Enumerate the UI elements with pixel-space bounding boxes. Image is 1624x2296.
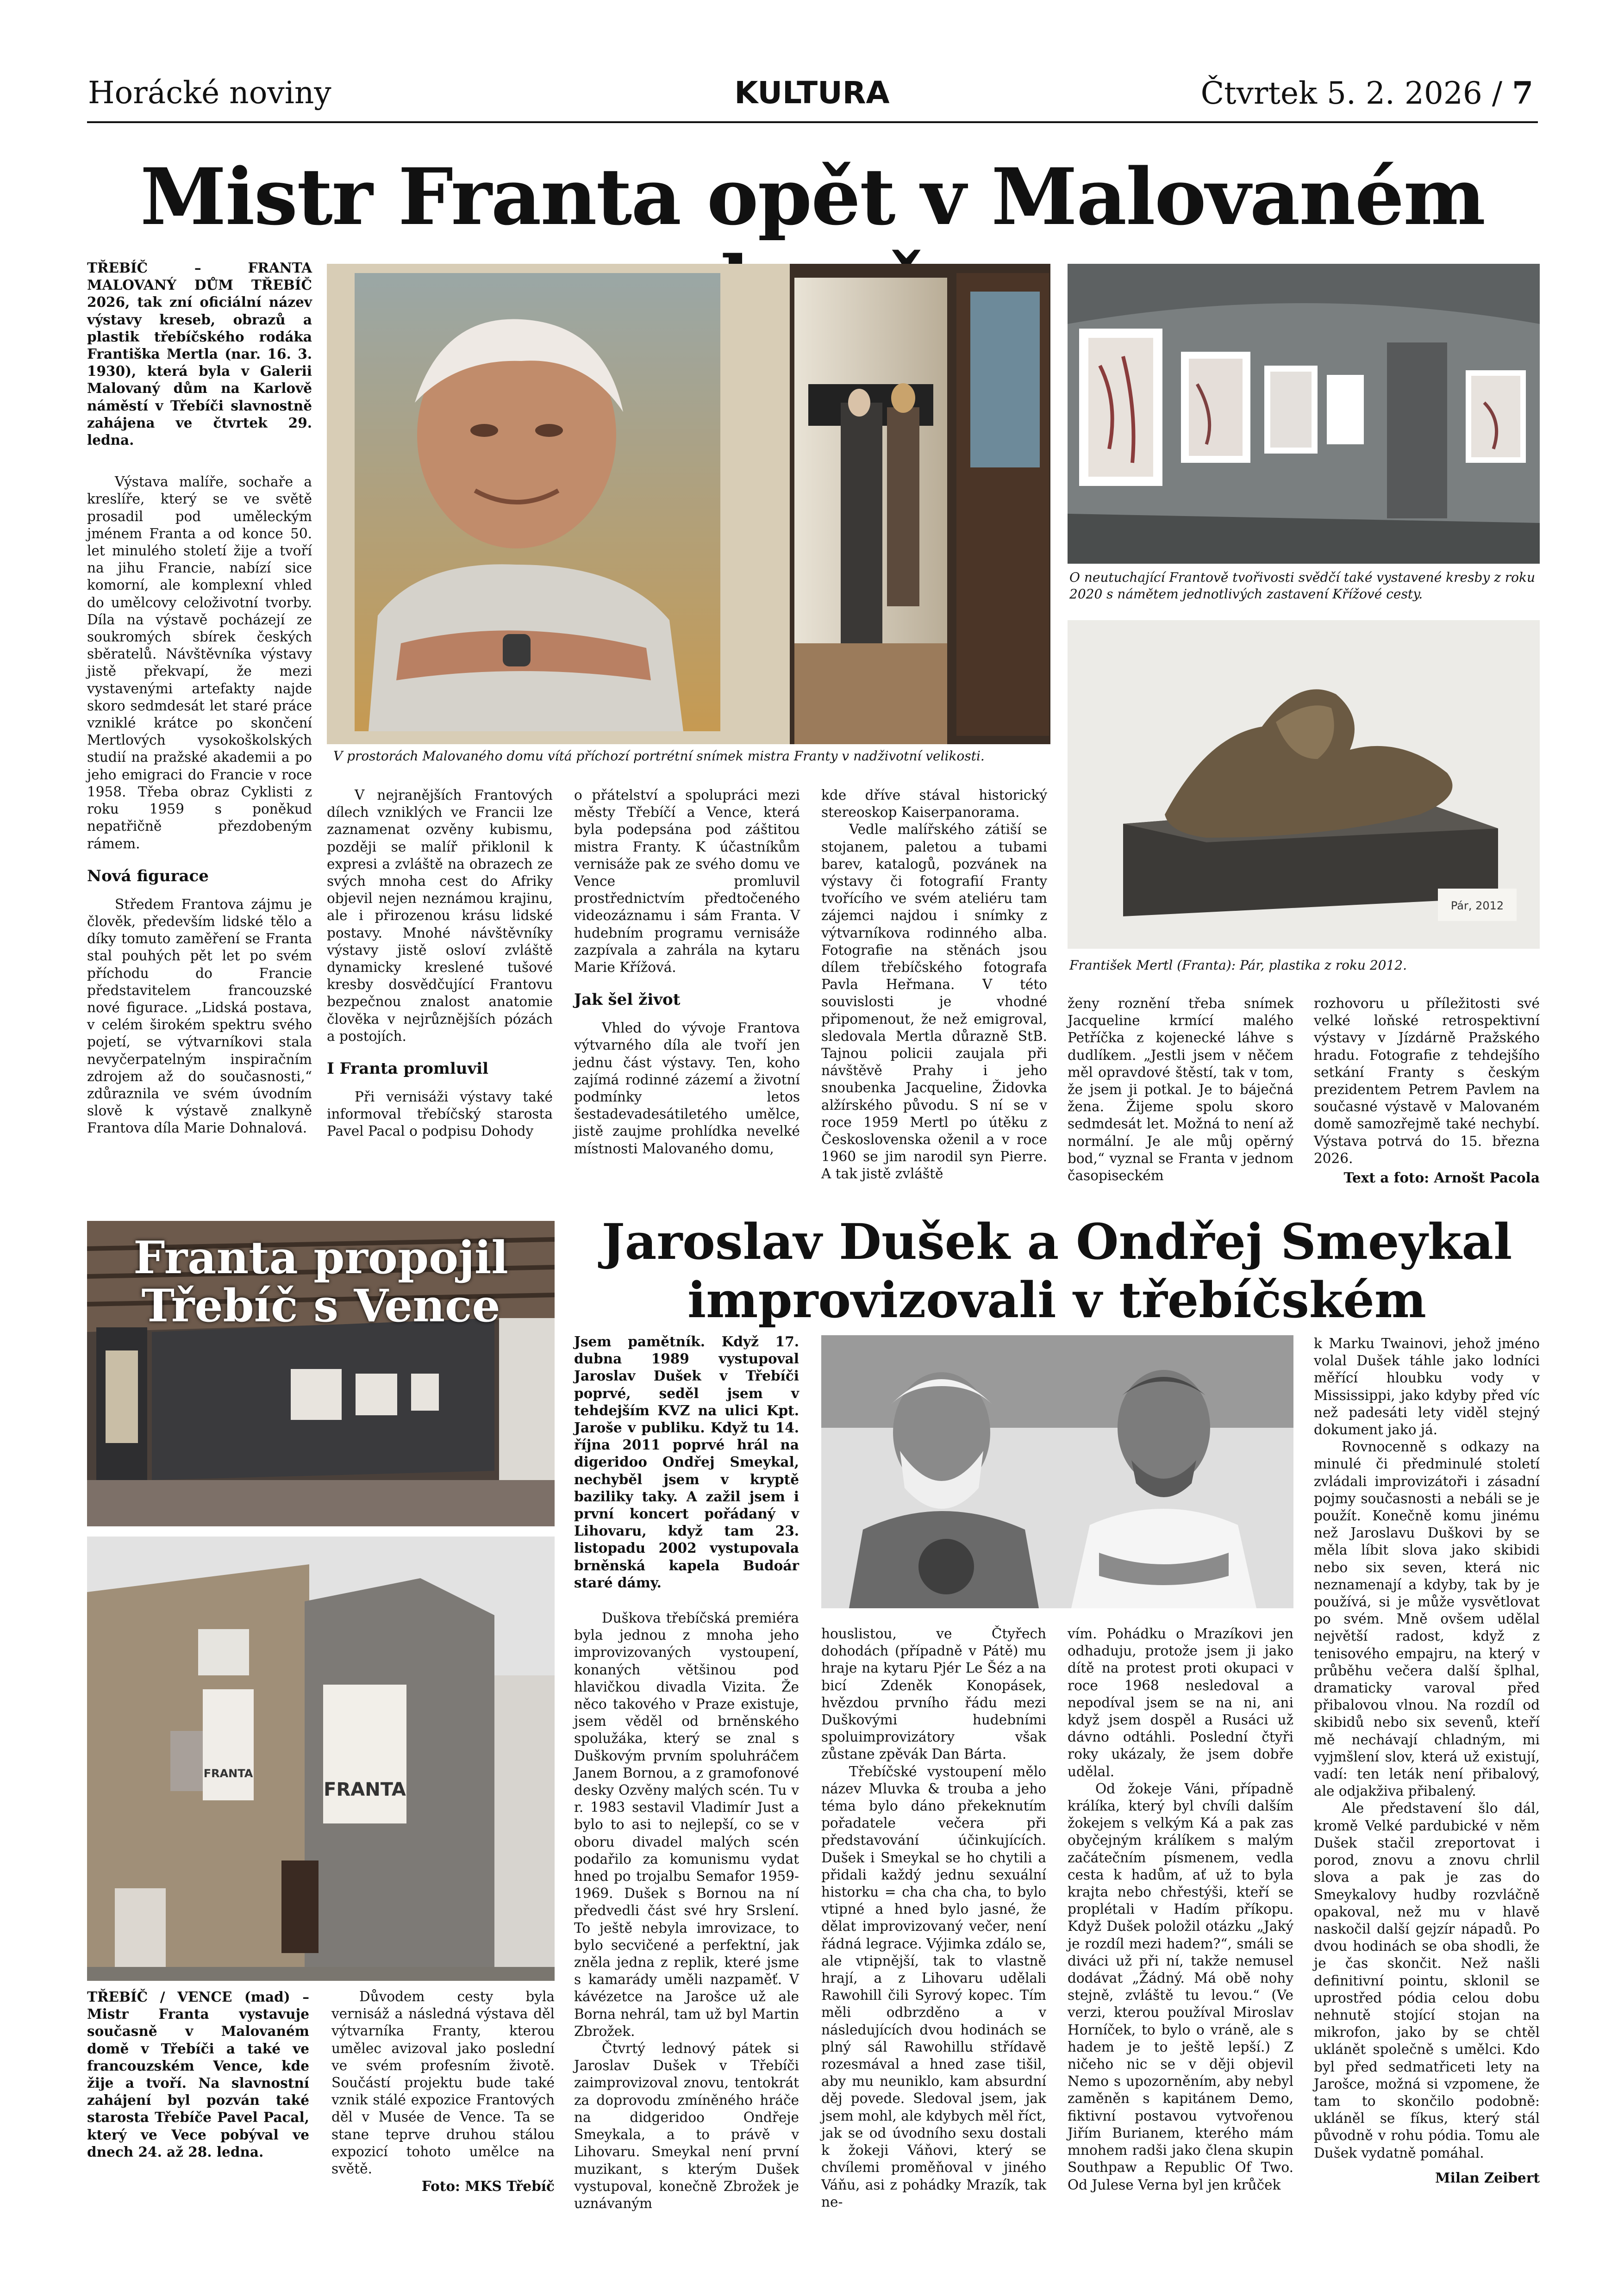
paragraph: ženy roznění třeba snímek Jacqueline krmící malého Petříčka z kojenecké láhve s dudlíkem. „Jestli jsem v něčem měl opravdové štěstí, tak v tom, že jsem ji potkal. Je to báječná žena. Žijeme spolu skoro sedmdesát let. Možná to není až normální. Je ale můj opěrný bod,“ vyznal se Franta v jednom časopiseckém — [1068, 996, 1293, 1184]
article2-headline-line1: Franta propojil — [133, 1232, 508, 1284]
paragraph: vím. Pohádku o Mrazíkovi jen odhaduju, protože jsem ji jako dítě na protest proti okupaci v roce 1968 nesledoval a nepodíval jsem se na ni, ani když jsem dospěl a Rusáci už dávno odtáhli. Poslední čtyři roky ukázaly, že jsem dobře udělal. — [1068, 1626, 1293, 1780]
article2-headline-line2: Třebíč s Vence — [141, 1280, 500, 1332]
article2-column-2 — [331, 1988, 555, 2195]
article1-column-1 — [87, 259, 312, 1199]
article3-author: Milan Zeibert — [1435, 2169, 1540, 2186]
article3-lead: Jsem pamětník. Když 17. dubna 1989 vystupoval Jaroslav Dušek v Třebíči poprvé, seděl jsem v tehdejším KVZ na ulici Kpt. Jaroše v publiku. Když tu 14. října 2011 poprvé hrál na digeridoo Ondřej Smeykal, nechyběl jsem v kryptě baziliky taky. A zažil jsem i první koncert pořádaný v Lihovaru, když tam 23. listopadu 2002 vystupovala brněnská kapela Budoár staré dámy. — [574, 1333, 799, 1591]
caption-sculpture: František Mertl (Franta): Pár, plastika z roku 2012. — [1069, 958, 1407, 973]
paragraph: houslistou, ve Čtyřech dohodách (případně v Pátě) mu hraje na kytaru Pjér Le Šéz a na bicí Zdeněk Konopásek, hvězdou prvního řádu mezi Duškovými hudebními spoluimprovizátory však zůstane zpěvák Dan Bárta. — [821, 1626, 1046, 1762]
article3-column-4 — [1314, 1335, 1540, 2186]
banner-text-left: FRANTA — [203, 1767, 253, 1780]
subheading: I Franta promluvil — [327, 1059, 489, 1078]
paragraph: Důvodem cesty byla vernisáž a následná výstava děl výtvarníka Franty, kterou umělec avizoval jako poslední ve svém profesním životě. Součástí projektu bude také vznik stálé expozice Frantových děl v Musée de Vence. Ta se stane teprve druhou stálou expozicí tohoto umělce na světě. — [331, 1989, 555, 2177]
article1-column-4 — [821, 787, 1047, 1203]
section-title: KULTURA — [734, 75, 890, 111]
article3-headline-line1: Jaroslav Dušek a Ondřej Smeykal — [601, 1213, 1512, 1270]
photo-gallery-drawings — [1068, 264, 1540, 564]
article2-lead: TŘEBÍČ / VENCE (mad) – Mistr Franta vystavuje současně v Malovaném domě v Třebíči a také ve francouzském Vence, kde žije a tvoří. Na slavnostní zahájení byl pozván také starosta Třebíče Pavel Pacal, který ve Vece pobýval ve dnech 24. až 28. ledna. — [87, 1989, 309, 2160]
paragraph: Při vernisáži výstavy také informoval třebíčský starosta Pavel Pacal o podpisu Dohody — [327, 1089, 553, 1139]
paragraph: Duškova třebíčská premiéra byla jednou z mnoha jeho improvizovaných vystoupení, konaných většinou pod hlavičkou divadla Vizita. Že něco takového v Praze existuje, jsem věděl od brněnského spolužáka, který se znal s Duškovým prvním spoluhráčem Janem Bornou, a z gramofonové desky Ozvěny malých scén. Tu v r. 1983 sestavil Vladimír Just a bylo to asi to nejlepší, co se v oboru divadel malých scén podařilo za komunismu vydat hned po trojalbu Semafor 1959-1969. Dušek s Bornou na ní předvedli část své hry Srslení. To ještě nebyla imrovizace, to bylo secvičené a perfektní, jak zněla jedna z replik, které jsme s kamarády uměli nazpaměť. V kávézetce na Jarošce už ale Borna nehrál, tam už byl Martin Zbrožek. — [574, 1610, 799, 2039]
plaque-label: Pár, 2012 — [1450, 899, 1504, 912]
paragraph: Čtvrtý lednový pátek si Jaroslav Dušek v Třebíči zaimprovizoval znovu, tentokrát za doprovodu zmíněného hráče na didgeridoo Ondřeje Smeykala, a to právě v Lihovaru. Smeykal není první muzikant, s kterým Dušek vystupoval, konečně Zbrožek je uznávaným — [574, 2041, 799, 2211]
article2-credit: Foto: MKS Třebíč — [421, 2178, 555, 2195]
paragraph: Ale představení šlo dál, kromě Velké pardubické v něm Dušek stačil zreportovat i porod, znovu a znovu chrlil slova a pak je zas do Smeykalovy hudby rozvláčně opakoval, než mu v hlavě naskočil další gejzír nápadů. Po dvou hodinách se oba shodli, že je čas skončit. Než našli definitivní pointu, sklonil se uprostřed pódia celou dobu nehnutě stojící stojan na mikrofon, jako by se chtěl uklánět společně s umělci. Kdo byl před sedmatřiceti lety na Jarošce, možná si vzpomene, že tam to skončilo podobně: ukláněl se fíkus, který stál původně v rohu pódia. Tomu ale Dušek vydatně pomáhal. — [1314, 1800, 1540, 2161]
photo-sculpture — [1068, 620, 1540, 949]
article3-lead-column — [574, 1333, 799, 1592]
article1-credit: Text a foto: Arnošt Pacola — [1343, 1170, 1540, 1186]
paragraph: kde dříve stával historický stereoskop Kaiserpanorama. — [821, 787, 1047, 821]
paragraph: Třebíčské vystoupení mělo název Mluvka & trouba a jeho téma bylo dáno překeknutím pořadatele večera při představování účinkujících. Dušek i Smeykal se ho chytili a přidali každý jednu sexuální historku = cha cha cha, to bylo vtipné a hned bylo jasné, že dělat improvizovaný večer, není řádná legrace. Výjimka zdálo se, ale vtipnější, tak to vlastně hrají, a z Lihovaru udělali Rawohill čili Syrový kopec. Tím měli odbrzděno a v následujících dvou hodinách se plný sál Rawohillu střídavě rozesmával a hned zase tišil, aby mu neuniklo, kam absurdní děj povede. Sledoval jsem, jak jsem mohl, ale kdybych měl říct, jak se od úvodního sexu dostali k žokeji Váňovi, který se chvílemi proměňoval v jiného Váňu, asi z pohádky Mrazík, tak ne- — [821, 1763, 1046, 2210]
paragraph: V nejranějších Frantových dílech vzniklých ve Francii lze zaznamenat ozvěny kubismu, později se malíř přiklonil k expresi a zvláště na obrazech ze svých mnoha cest do Afriky objevil nejen neznámou krajinu, ale i přirozenou krásu lidské postavy. Mnohé návštěvníky výstavy jistě osloví zvláště dynamicky kreslené tušové kresby dosvědčující Frantovu bezpečnou znalost anatomie člověka v nejrůznějších pózách a postojích. — [327, 787, 553, 1044]
paragraph: Od žokeje Váni, případně králíka, který byl chvíli dalším žokejem s velkým Ká a pak zas obyčejným králíkem s malým začátečním písmenem, vedla cesta k hadům, ať už to byla krajta nebo chřestýši, kteří se proplétali v Hadím příkopu. Když Dušek položil otázku „Jaký je rozdíl mezi hadem?“, smáli se diváci už při ní, takže nemusel dodávat „Žádný. Má obě nohy stejně, zvláště tu levou.“ (Ve verzi, kterou používal Miroslav Horníček, to bylo o vráně, ale s hadem je to ještě lepší.) Z ničeho nic se v ději objevil Nemo s upozorněním, aby nebyl zaměněn s kapitánem Demo, fiktivní postavou vytvořenou Jiřím Burianem, kterého mám mnohem radši jako člena skupin Southpaw a Republic Of Two. Od Julese Verna byl jen krůček — [1068, 1780, 1293, 2193]
article3-headline-line2: improvizovali v třebíčském — [687, 1271, 1426, 1329]
page-number: 7 — [1512, 75, 1533, 111]
article1-column-5 — [1068, 995, 1293, 1203]
caption-main-photo: V prostorách Malovaného domu vítá příchozí portrétní snímek mistra Franty v nadživotní velikosti. — [333, 748, 985, 764]
subheading: Jak šel život — [574, 990, 681, 1009]
paragraph: Výstava malíře, sochaře a kreslíře, který se ve světě prosadil pod uměleckým jménem Franta a od konce 50. let minulého století žije a tvoří na jihu Francie, nabízí sice komorní, ale komplexní vhled do umělcovy celoživotní tvorby. Díla na výstavě pocházejí ze soukromých sbírek českých sběratelů. Návštěvníka výstavy jistě překvapí, že mezi vystavenými artefakty najde skoro sedmdesát let staré práce vzniklé krátce po skončení Mertlových vysokoškolských studií na pražské akademii a po jeho emigraci do Francie v roce 1958. Třeba obraz Cyklisti z roku 1959 s poněkud nepatřičně přezdobeným rámem. — [87, 474, 312, 852]
banner-text-right: FRANTA — [324, 1779, 406, 1800]
paragraph: Vedle malířského zátiší se stojanem, paletou a tubami barev, katalogů, pozvánek na výstavy či fotografií Franty tvořícího ve svém ateliéru tam zájemci najdou i snímky z výtvarníkova rodinného alba. Fotografie na stěnách jsou dílem třebíčského fotografa Pavla Heřmana. V této souvislosti je vhodné připomenout, že než emigroval, sledovala Mertla důrazně StB. Tajnou policii zaujala při návštěvě Prahy i jeho snoubenka Jacqueline, Židovka alžírského původu. S ní se v roce 1959 Mertl po útěku z Československa oženil a v roce 1960 se jim narodil syn Pierre. A tak jistě zvláště — [821, 821, 1047, 1182]
paragraph: rozhovoru u příležitosti své velké loňské retrospektivní výstavy v Jízdárně Pražského hradu. Fotografie z tehdejšího setkání Franty s českým prezidentem Petrem Pavlem na současné výstavě v Malovaném domě samozřejmě také nechybí. Výstava potrvá do 15. března 2026. — [1314, 996, 1540, 1166]
article1-column-2 — [327, 787, 553, 1203]
article1-headline: Mistr Franta opět v Malovaném — [140, 151, 1485, 243]
paragraph: Středem Frantova zájmu je člověk, především lidské tělo a díky tomuto zaměření se Franta stal pouhých pět let po svém příchodu do Francie představitelem francouzské nové figurace. „Lidská postava, v celém širokém spektru svého pojetí, se výtvarníkovi stala nevyčerpatelným inspiračním zdrojem až do současnosti,“ zdůraznila ve svém úvodním slově k výstavě znalkyně Frantova díla Marie Dohnalová. — [87, 896, 312, 1136]
caption-gallery: O neutuchající Frantově tvořivosti svědčí také vystavené kresby z roku 2020 s námětem jednotlivých zastavení Křížové cesty. — [1069, 570, 1535, 602]
header-rule — [87, 121, 1538, 123]
article3-column-2 — [821, 1625, 1046, 2210]
issue-date: Čtvrtek 5. 2. 2026 / — [1200, 75, 1503, 111]
paper-name: Horácké noviny — [88, 75, 331, 111]
article1-column-6 — [1314, 995, 1540, 1203]
paragraph: k Marku Twainovi, jehož jméno volal Dušek táhle jako lodníci měřící hloubku vody v Mississippi, jako kdyby před víc než padesáti lety viděl stejný dokument jako já. — [1314, 1336, 1540, 1438]
article1-column-3 — [574, 787, 800, 1203]
date-page — [1200, 75, 1533, 111]
paragraph: Rovnocenně s odkazy na minulé či předminulé století zvládali improvizátoři i zásadní pojmy současnosti a nebáli se je použít. Konečně komu jinému než Jaroslavu Duškovi by se měla líbit slova jako skibidi nebo six seven, která nic neznamenají a kdyby, tak by je používá, si je může vysvětlovat po svém. Mně ovšem udělal největší radost, když z tenisového empajru, na který v průběhu večera další šplhal, dramaticky varoval před přibalovou vlnou. Na rozdíl od skibidů nebo six sevenů, kteří mě nechávají chladným, mi vyjmšlení slov, která už existují, vadí: ten leták není přibalový, ale odjakživa přibalený. — [1314, 1439, 1540, 1799]
article3-column-3 — [1068, 1625, 1293, 2193]
subheading: Nová figurace — [87, 866, 209, 885]
photo-vence-tower — [87, 1537, 555, 1981]
photo-vence-exhibition — [87, 1221, 555, 1526]
article1-lead: TŘEBÍČ – FRANTA MALOVANÝ DŮM TŘEBÍČ 2026, tak zní oficiální název výstavy kreseb, obrazů a plastik třebíčského rodáka Františka Mertla (nar. 16. 3. 1930), která byla v Galerii Malovaný dům na Karlově náměstí v Třebíči slavnostně zahájena ve čtvrtek 29. ledna. — [87, 260, 312, 448]
article2-column-1 — [87, 1988, 309, 2164]
paragraph: Vhled do vývoje Frantova výtvarného díla ale tvoří jen jednu část výstavy. Ten, koho zajímá rodinné zázemí a životní podmínky letos šestadevadesátiletého umělce, jistě zaujme prohlídka nevelké místnosti Malovaného domu, — [574, 1020, 800, 1157]
article3-column-1 — [574, 1610, 799, 2211]
photo-portrait-entrance — [327, 264, 1050, 744]
photo-dusek-smeykal — [821, 1335, 1293, 1608]
paragraph: o přátelství a spolupráci mezi městy Třebíčí a Vence, která byla podepsána pod záštitou mistra Franty. K účastníkům vernisáže pak ze svého domu ve Vence promluvil prostřednictvím předtočeného videozáznamu i sám Franta. V hudebním programu vernisáže zazpívala a zahrála na kytaru Marie Křížová. — [574, 787, 800, 976]
